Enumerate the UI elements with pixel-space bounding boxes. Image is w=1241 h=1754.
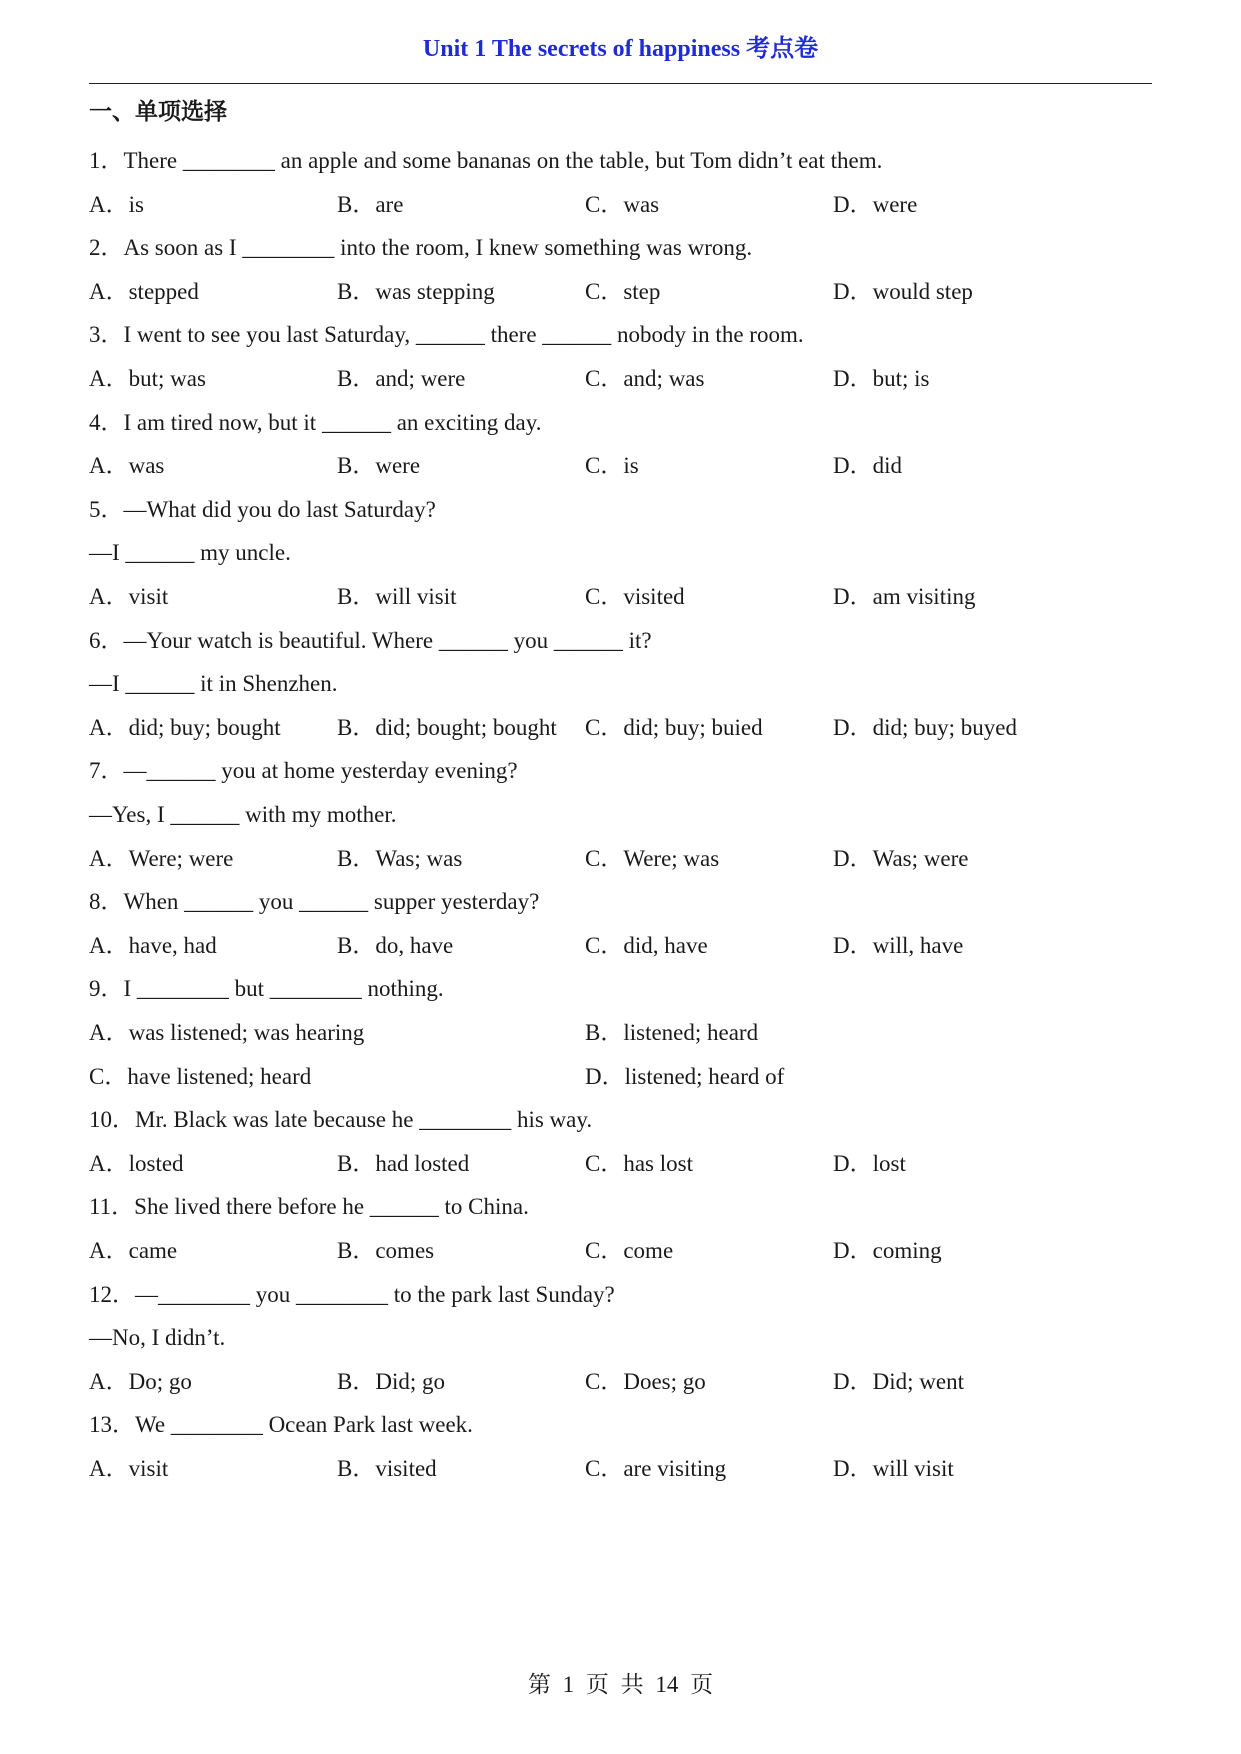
- answer-option: A．visit: [89, 584, 169, 609]
- answer-option: C．was: [585, 191, 660, 217]
- answer-option: A．was listened; was hearing: [89, 1020, 365, 1045]
- answer-option: B．Was; was: [337, 845, 463, 871]
- answer-option: D．lost: [833, 1150, 906, 1176]
- answer-option: D．but; is: [833, 366, 930, 391]
- answer-option: D．Did; went: [833, 1368, 964, 1394]
- answer-option: B．were: [337, 453, 421, 479]
- answer-option: A．Do; go: [89, 1368, 192, 1394]
- answer-option: B．had losted: [337, 1150, 470, 1176]
- answer-option: D．did; buy; buyed: [833, 714, 1017, 740]
- header-divider: [89, 83, 1152, 84]
- question-stem: 2．As soon as I ________ into the room, I knew something was wrong.: [89, 235, 753, 261]
- answer-option: D．Was; were: [833, 845, 969, 871]
- answer-option: C．step: [585, 278, 661, 304]
- question-stem: 10．Mr. Black was late because he ________ his way.: [89, 1107, 593, 1133]
- answer-option: C．Does; go: [585, 1368, 706, 1394]
- answer-option: A．came: [89, 1238, 178, 1263]
- answer-option: A．losted: [89, 1150, 184, 1176]
- answer-option: D．were: [833, 191, 918, 217]
- answer-option: C．did; buy; buied: [585, 714, 763, 740]
- answer-option: D．would step: [833, 278, 973, 304]
- answer-option: C．is: [585, 453, 639, 479]
- answer-option: C．and; was: [585, 366, 705, 391]
- question-dialogue-line: —I ______ my uncle.: [89, 540, 291, 566]
- question-dialogue-line: —Yes, I ______ with my mother.: [89, 802, 397, 827]
- question-stem: 13．We ________ Ocean Park last week.: [89, 1412, 473, 1438]
- question-stem: 1．There ________ an apple and some bananas on the table, but Tom didn’t eat them.: [89, 148, 883, 173]
- question-stem: 9．I ________ but ________ nothing.: [89, 976, 444, 1002]
- answer-option: A．was: [89, 453, 165, 479]
- question-dialogue-line: —I ______ it in Shenzhen.: [89, 671, 338, 697]
- question-stem: 7．—______ you at home yesterday evening?: [89, 758, 518, 784]
- answer-option: C．have listened; heard: [89, 1063, 312, 1089]
- answer-option: C．Were; was: [585, 845, 720, 871]
- answer-option: B．do, have: [337, 932, 454, 958]
- answer-option: B．and; were: [337, 366, 466, 391]
- document-title: Unit 1 The secrets of happiness 考点卷: [422, 36, 819, 62]
- answer-option: A．visit: [89, 1456, 169, 1481]
- answer-option: A．stepped: [89, 278, 199, 304]
- question-stem: 8．When ______ you ______ supper yesterday?: [89, 889, 540, 915]
- answer-option: D．did: [833, 453, 902, 479]
- answer-option: A．but; was: [89, 366, 206, 391]
- answer-option: A．have, had: [89, 932, 217, 958]
- question-stem: 6．—Your watch is beautiful. Where ______ you ______ it?: [89, 627, 652, 653]
- question-stem: 12．—________ you ________ to the park last Sunday?: [89, 1281, 615, 1307]
- question-stem: 5．—What did you do last Saturday?: [89, 496, 436, 522]
- question-stem: 11．She lived there before he ______ to China.: [89, 1194, 529, 1220]
- answer-option: A．Were; were: [89, 845, 234, 871]
- answer-option: D．will, have: [833, 932, 964, 958]
- section-title: 一、单项选择: [89, 99, 227, 125]
- question-stem: 3．I went to see you last Saturday, ______ there ______ nobody in the room.: [89, 322, 804, 348]
- answer-option: C．come: [585, 1238, 674, 1263]
- answer-option: D．listened; heard of: [585, 1063, 785, 1089]
- page-number: 第 1 页 共 14 页: [527, 1672, 714, 1697]
- question-dialogue-line: —No, I didn’t.: [89, 1325, 226, 1351]
- answer-option: B．listened; heard: [585, 1020, 759, 1045]
- answer-option: B．are: [337, 191, 404, 217]
- answer-option: D．will visit: [833, 1456, 954, 1481]
- answer-option: B．visited: [337, 1456, 437, 1481]
- answer-option: C．has lost: [585, 1150, 693, 1176]
- question-stem: 4．I am tired now, but it ______ an exciting day.: [89, 409, 542, 435]
- answer-option: D．coming: [833, 1238, 942, 1263]
- answer-option: B．was stepping: [337, 278, 495, 304]
- answer-option: C．are visiting: [585, 1456, 727, 1481]
- answer-option: B．will visit: [337, 584, 457, 609]
- answer-option: B．Did; go: [337, 1368, 445, 1394]
- answer-option: D．am visiting: [833, 584, 976, 609]
- answer-option: A．did; buy; bought: [89, 714, 281, 740]
- answer-option: C．did, have: [585, 932, 708, 958]
- answer-option: C．visited: [585, 584, 685, 609]
- answer-option: B．comes: [337, 1238, 435, 1263]
- answer-option: B．did; bought; bought: [337, 714, 557, 740]
- answer-option: A．is: [89, 191, 144, 217]
